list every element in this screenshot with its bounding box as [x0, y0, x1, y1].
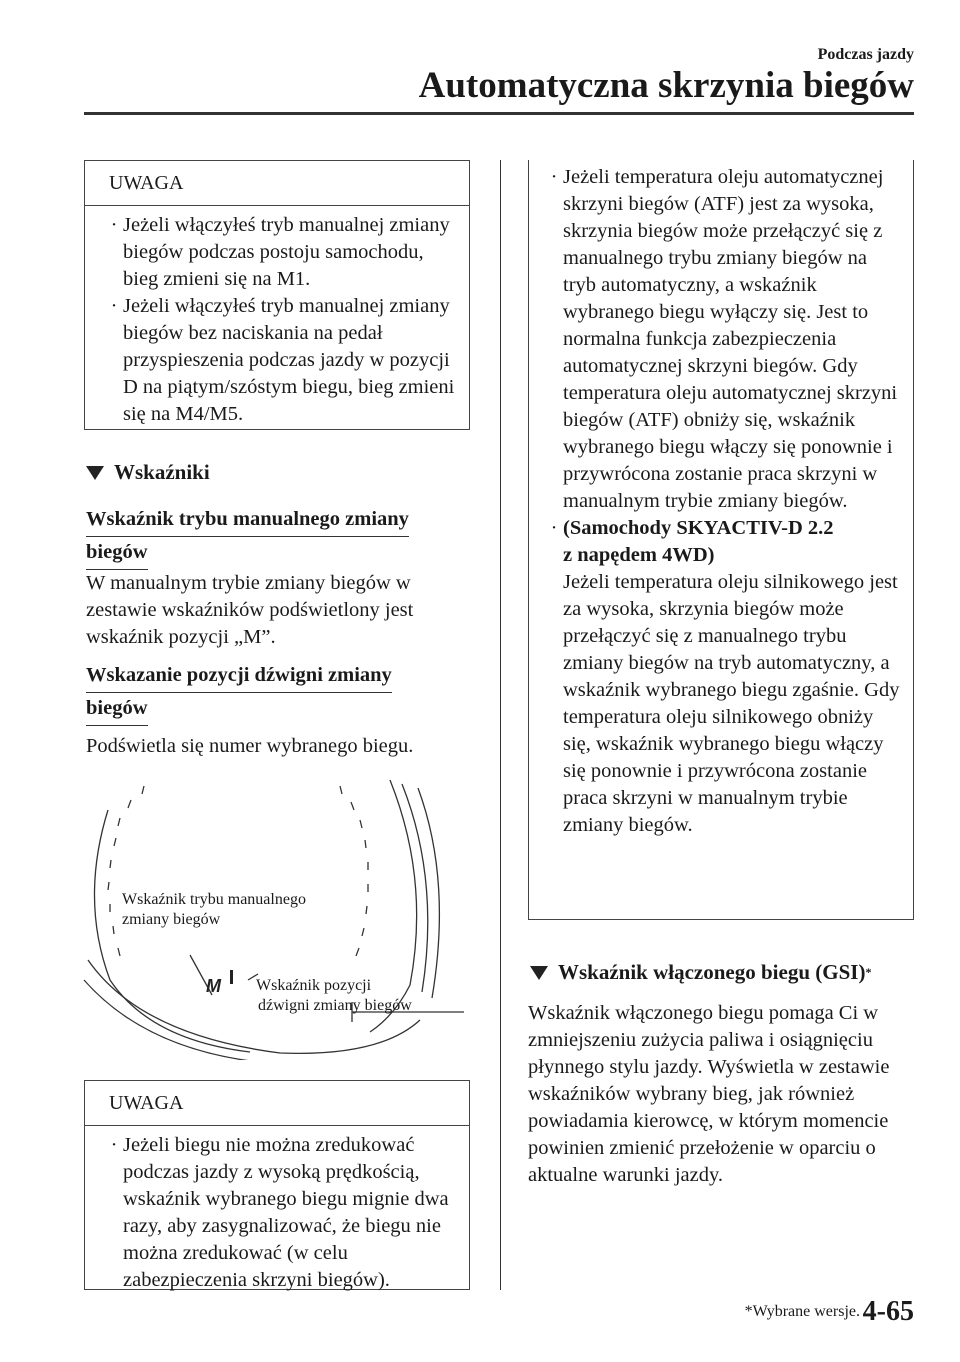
instrument-cluster-figure — [80, 770, 480, 1060]
note-item-text: Jeżeli włączyłeś tryb manualnej zmiany biegów bez naciskania na pedał przyspieszenia podczas jazdy w pozycji D na piątym/szóstym biegu, bieg zmieni się na M4/M5. — [123, 295, 455, 425]
note-item-bold-line: (Samochody SKYACTIV-D 2.2 — [563, 517, 834, 539]
note-item-text: Jeżeli biegu nie można zredukować podczas jazdy z wysoką prędkością, wskaźnik wybranego biegu mignie dwa razy, aby zasygnalizować, że biegu nie można zredukować (w celu zabezpieczenia skrzyni biegów). — [123, 1134, 449, 1291]
paragraph-manual-mode: W manualnym trybie zmiany biegów w zestawie wskaźników podświetlony jest wskaźnik pozycji „M”. — [86, 572, 414, 648]
callout-line: zmiany biegów — [122, 911, 221, 928]
subheading-line: Wskaźnik trybu manualnego zmiany — [86, 504, 409, 537]
indicators-heading-text: Wskaźniki — [114, 460, 210, 484]
subheading-line: biegów — [86, 693, 148, 726]
page-title: Automatyczna skrzynia biegów — [418, 65, 914, 106]
note-box-continued — [528, 160, 914, 920]
note-item-bold-line: z napędem 4WD) — [563, 544, 715, 566]
triangle-bullet-icon — [530, 966, 548, 980]
paragraph-gear-position: Podświetla się numer wybranego biegu. — [86, 735, 414, 757]
triangle-bullet-icon — [86, 466, 104, 480]
note-item: · Jeżeli biegu nie można zredukować podczas jazdy z wysoką prędkością, wskaźnik wybranego biegu mignie dwa razy, aby zasygnalizować, że biegu nie można zredukować (w celu zabezpieczenia skrzyni biegów). — [105, 1132, 457, 1294]
subheading-line: biegów — [86, 537, 148, 570]
callout-line: dźwigni zmiany biegów — [258, 997, 412, 1014]
indicators-heading — [86, 460, 210, 485]
callout-manual-mode — [122, 890, 306, 930]
note-box-2 — [84, 1080, 470, 1290]
gsi-heading-text: Wskaźnik włączonego biegu (GSI) — [558, 960, 866, 984]
callout-line: Wskaźnik pozycji — [256, 977, 372, 994]
note-item: · (Samochody SKYACTIV-D 2.2 z napędem 4WD) Jeżeli temperatura oleju silnikowego jest za wysoka, skrzynia biegów może przełączyć się z manualnego trybu zmiany biegów na tryb automatyczny, a wskaźnik wybranego biegu zgaśnie. Gdy temperatura oleju silnikowego obniży się, wskaźnik wybranego biegu włączy się ponownie i przywrócona zostanie praca skrzyni w manualnym trybie zmiany biegów. — [550, 517, 900, 836]
m-indicator-glyph: M — [206, 976, 221, 996]
note-box-1 — [84, 160, 470, 430]
callout-line: Wskaźnik trybu manualnego — [122, 891, 306, 908]
subheading-gear-position — [86, 660, 486, 726]
footnote: *Wybrane wersje. — [744, 1303, 860, 1320]
column-divider — [500, 160, 501, 1290]
page-number: 4-65 — [862, 1296, 914, 1327]
note-item-text: Jeżeli temperatura oleju silnikowego jest za wysoka, skrzynia biegów może przełączyć się z manualnego trybu zmiany biegów na tryb automatyczny, a wskaźnik wybranego biegu zgaśnie. Gdy temperatura oleju silnikowego obniży się, wskaźnik wybranego biegu włączy się ponownie i przywrócona zostanie praca skrzyni w manualnym trybie zmiany biegów. — [563, 571, 900, 836]
note-item-text: Jeżeli temperatura oleju automatycznej skrzyni biegów (ATF) jest za wysoka, skrzynia biegów może przełączyć się z manualnego trybu zmiany biegów na tryb automatyczny, a wskaźnik wybranego biegu wyłączy się. Jest to normalna funkcja zabezpieczenia automatycznej skrzyni biegów. Gdy temperatura oleju automatycznej skrzyni biegów (ATF) obniży się, wskaźnik wybranego biegu włączy się ponownie i przywrócona zostanie praca skrzyni w manualnym trybie zmiany biegów. — [563, 166, 898, 512]
optional-equipment-mark: * — [865, 965, 872, 979]
note-item: · Jeżeli włączyłeś tryb manualnej zmiany biegów bez naciskania na pedał przyspieszenia podczas jazdy w pozycji D na piątym/szóstym biegu, bieg zmieni się na M4/M5. — [105, 293, 457, 428]
subheading-line: Wskazanie pozycji dźwigni zmiany — [86, 660, 392, 693]
gsi-paragraph: Wskaźnik włączonego biegu pomaga Ci w zmniejszeniu zużycia paliwa i osiągnięciu płynnego stylu jazdy. Wyświetla w zestawie wskaźników wybrany bieg, jak również powiadamia kierowcę, w którym momencie powinien zmienić przełożenie w oparciu o aktualne warunki jazdy. — [528, 1002, 890, 1186]
section-label: Podczas jazdy — [817, 46, 914, 63]
note-heading: UWAGA — [85, 161, 469, 206]
callout-gear-position — [256, 976, 412, 1016]
gsi-heading — [530, 960, 871, 985]
note-item-text: Jeżeli włączyłeś tryb manualnej zmiany biegów podczas postoju samochodu, bieg zmieni się na M1. — [123, 214, 450, 290]
note-heading: UWAGA — [85, 1081, 469, 1126]
subheading-manual-mode — [86, 504, 486, 570]
header-rule — [84, 112, 914, 115]
note-item: · Jeżeli temperatura oleju automatycznej skrzyni biegów (ATF) jest za wysoka, skrzynia biegów może przełączyć się z manualnego trybu zmiany biegów na tryb automatyczny, a wskaźnik wybranego biegu wyłączy się. Jest to normalna funkcja zabezpieczenia automatycznej skrzyni biegów. Gdy temperatura oleju automatycznej skrzyni biegów (ATF) obniży się, wskaźnik wybranego biegu włączy się ponownie i przywrócona zostanie praca skrzyni w manualnym trybie zmiany biegów. — [545, 164, 901, 515]
note-item: · Jeżeli włączyłeś tryb manualnej zmiany biegów podczas postoju samochodu, bieg zmieni się na M1. — [105, 212, 457, 293]
